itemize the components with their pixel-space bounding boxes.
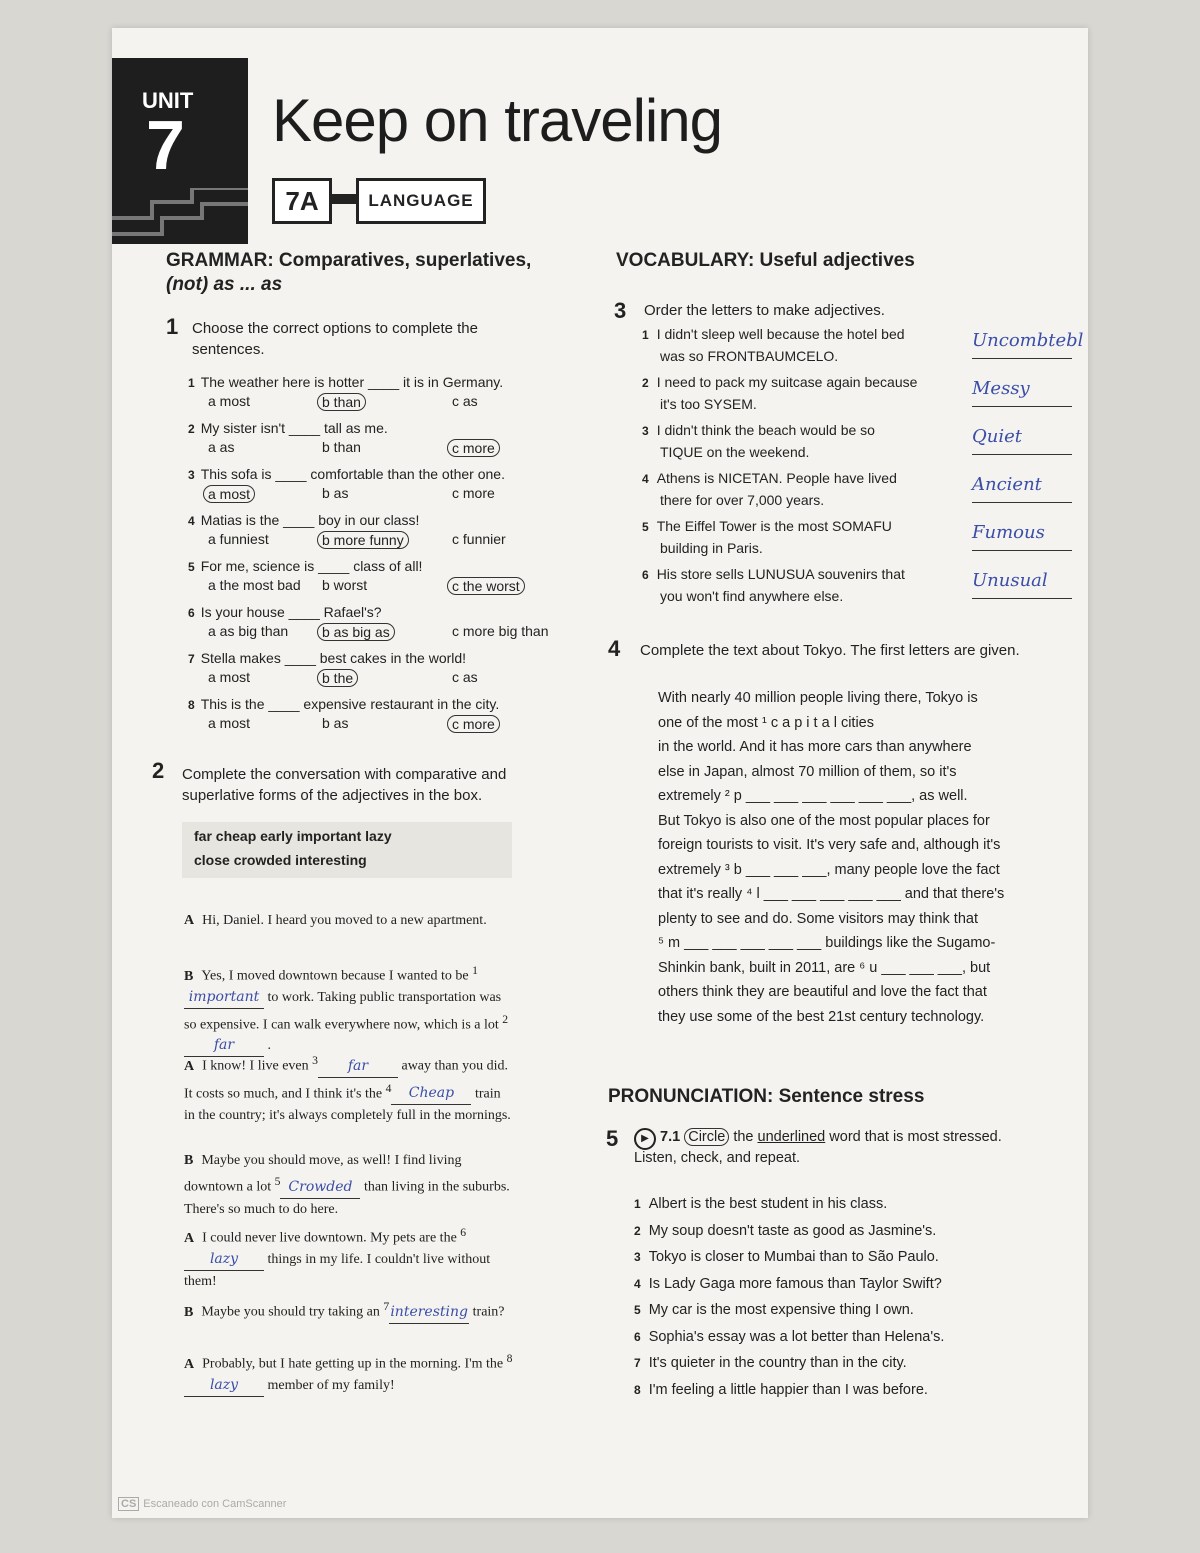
question-number: 5 [188, 560, 195, 574]
sentence-text: Tokyo is closer to Mumbai than to São Paulo. [648, 1249, 939, 1265]
sentence-text: It's quieter in the country than in the city. [648, 1355, 907, 1371]
ex1-option-c[interactable]: c more [452, 485, 495, 501]
instruction-rest: word that is most stressed. [825, 1129, 1002, 1145]
ex1-question [188, 602, 382, 623]
ex1-option-b[interactable]: b than [322, 439, 361, 455]
ex1-option-a[interactable]: a most [208, 715, 251, 731]
tokyo-line: extremely ³ b ___ ___ ___, many people love the fact [658, 861, 1000, 878]
dialogue-line [184, 1150, 514, 1220]
lesson-code: 7A [272, 178, 332, 224]
audio-play-icon[interactable]: ▶ [634, 1128, 656, 1150]
unit-label: UNIT [142, 88, 194, 113]
answer-handwritten[interactable]: lazy [184, 1249, 264, 1271]
question-number: 3 [188, 468, 195, 482]
sentence-text: Albert is the best student in his class. [648, 1196, 888, 1212]
ex1-option-b[interactable]: b worst [322, 577, 368, 593]
sentence-number: 3 [634, 1250, 641, 1264]
ex1-option-a[interactable]: a most [208, 393, 251, 409]
tokyo-line: extremely ² p ___ ___ ___ ___ ___ ___, as well. [658, 788, 968, 804]
question-number: 7 [188, 652, 195, 666]
line-text: away than you did. It costs so much, and I think it's the [184, 1058, 509, 1102]
sentence-text: I'm feeling a little happier than I was before. [648, 1381, 928, 1398]
question-number: 1 [188, 376, 195, 390]
page-title: Keep on traveling [272, 87, 722, 154]
ex5-instruction [634, 1128, 1002, 1166]
question-line1 [642, 564, 942, 586]
question-line1 [642, 516, 942, 538]
tokyo-line: Shinkin bank, built in 2011, are ⁶ u ___ ___ ___, but [658, 959, 991, 976]
scanner-watermark [118, 1498, 286, 1510]
line-text: things in my life. I couldn't live without them! [184, 1251, 491, 1289]
question-line2: you won't find anywhere else. [660, 588, 844, 604]
gap-number: 4 [385, 1081, 392, 1095]
ex1-question [188, 556, 422, 577]
ex3-question [642, 324, 942, 367]
line-text: Hi, Daniel. I heard you moved to a new apartment. [202, 913, 487, 928]
workbook-page [112, 28, 1088, 1518]
ex5-sentence [634, 1274, 942, 1295]
question-number: 2 [188, 422, 195, 436]
dialogue-line [184, 1296, 514, 1324]
ex1-option-c[interactable]: c the worst [447, 577, 525, 595]
question-line1 [642, 468, 942, 490]
ex1-option-c[interactable]: c funnier [452, 531, 506, 547]
answer-handwritten[interactable]: Cheap [391, 1083, 471, 1105]
line-text: than living in the suburbs. There's so much to do here. [184, 1179, 510, 1217]
ex3-question [642, 468, 942, 511]
sentence-number: 5 [634, 1303, 641, 1317]
gap-number: 5 [274, 1175, 281, 1188]
tokyo-line[interactable]: one of the most ¹ c a p i t a l cities [658, 714, 874, 731]
unit-number: 7 [146, 106, 185, 184]
ex1-question [188, 372, 503, 393]
ex1-option-b[interactable]: b than [317, 393, 366, 411]
sentence-number: 7 [634, 1356, 641, 1370]
question-text: My sister isn't ____ tall as me. [200, 420, 388, 436]
dialogue-line [184, 1050, 514, 1126]
tokyo-line: But Tokyo is also one of the most popular places for [658, 812, 990, 829]
ex3-instruction: Order the letters to make adjectives. [644, 302, 885, 319]
question-number: 4 [188, 514, 195, 528]
gap-number: 8 [506, 1352, 513, 1365]
speaker: B [184, 968, 194, 984]
ex4-instruction: Complete the text about Tokyo. The first letters are given. [640, 642, 1020, 659]
ex1-option-a[interactable]: a as big than [208, 623, 289, 639]
answer-handwritten[interactable]: Crowded [280, 1177, 360, 1199]
gap-number: 1 [472, 964, 478, 977]
sentence-text: My soup doesn't taste as good as Jasmine's. [648, 1222, 937, 1239]
ex1-option-c[interactable]: c as [452, 669, 478, 685]
ex3-question [642, 516, 942, 559]
line-text: Maybe you should try taking an [201, 1304, 384, 1320]
question-text: I didn't think the beach would be so [656, 422, 875, 438]
ex2-instruction-line2: superlative forms of the adjectives in the box. [182, 787, 483, 804]
tokyo-line: ⁵ m ___ ___ ___ ___ ___ buildings like the Sugamo- [658, 935, 996, 951]
tokyo-line: they use some of the best 21st century technology. [658, 1008, 985, 1025]
dialogue-line [184, 1222, 514, 1292]
tokyo-line: With nearly 40 million people living there, Tokyo is [658, 690, 978, 706]
adjective-word-box [182, 822, 512, 878]
grammar-heading-2: (not) as ... as [166, 274, 283, 295]
ex3-question [642, 420, 942, 463]
sentence-number: 2 [634, 1223, 641, 1238]
ex1-option-c[interactable]: c more [447, 439, 500, 457]
question-line1 [642, 324, 942, 346]
line-text: Maybe you should move, as well! I find living downtown a lot [184, 1153, 462, 1195]
ex1-instruction-line2: sentences. [192, 341, 265, 358]
ex1-question [188, 510, 419, 531]
question-line1 [642, 420, 942, 442]
question-text: I didn't sleep well because the hotel bed [656, 326, 905, 342]
question-number: 2 [642, 376, 649, 390]
scanner-text: Escaneado con CamScanner [143, 1498, 287, 1510]
ex5-sentence [634, 1221, 936, 1242]
sentence-number: 6 [634, 1329, 641, 1344]
answer-handwritten[interactable]: far [318, 1056, 398, 1078]
ex1-question [188, 464, 505, 485]
gap-number: 6 [460, 1226, 467, 1239]
question-text: Stella makes ____ best cakes in the world! [200, 650, 467, 666]
word-box-line2: close crowded interesting [194, 852, 367, 868]
question-text: This is the ____ expensive restaurant in the city. [200, 696, 500, 712]
sentence-number: 4 [634, 1276, 641, 1291]
camscanner-icon: CS [118, 1497, 139, 1511]
tag-connector [332, 194, 356, 204]
audio-track: 7.1 [660, 1129, 681, 1145]
ex2-instruction [182, 764, 506, 806]
question-text: I need to pack my suitcase again because [656, 374, 918, 390]
question-line1 [642, 372, 942, 394]
ex1-option-a[interactable]: a most [208, 669, 251, 685]
instruction-circle-word: Circle [684, 1128, 729, 1146]
ex1-question [188, 694, 499, 715]
ex1-option-c[interactable]: c more big than [452, 623, 549, 639]
answer-handwritten[interactable]: Messy [972, 378, 1072, 407]
vocabulary-heading: VOCABULARY: Useful adjectives [616, 250, 915, 271]
tokyo-text [658, 686, 1058, 1029]
ex1-instruction-line1: Choose the correct options to complete the [192, 320, 478, 337]
line-text: . [264, 1038, 271, 1054]
stairs-decoration-icon [112, 188, 248, 244]
grammar-heading: GRAMMAR: Comparatives, superlatives, [166, 250, 532, 271]
tokyo-line: others think they are beautiful and love the fact that [658, 984, 987, 1000]
ex1-question [188, 648, 466, 669]
dialogue-line [184, 1348, 514, 1397]
answer-handwritten[interactable]: important [184, 987, 264, 1009]
instruction-underlined-word: underlined [757, 1129, 826, 1145]
unit-badge [112, 58, 248, 244]
line-text: to work. Taking public transportation was so expensive. I can walk everywhere now, which is a lot [184, 989, 503, 1033]
question-number: 1 [642, 328, 649, 342]
speaker: B [184, 1304, 194, 1320]
question-text: The Eiffel Tower is the most SOMAFU [656, 518, 892, 534]
sentence-number: 1 [634, 1197, 641, 1211]
ex1-instruction [192, 318, 478, 360]
gap-number: 3 [312, 1054, 318, 1067]
question-line2: it's too SYSEM. [660, 396, 757, 412]
ex5-sentence [634, 1380, 928, 1401]
ex1-option-b[interactable]: b the [317, 669, 358, 687]
ex1-option-b[interactable]: b as [322, 485, 349, 501]
question-line2: was so FRONTBAUMCELO. [660, 348, 839, 364]
pronunciation-heading: PRONUNCIATION: Sentence stress [608, 1086, 925, 1107]
speaker: A [184, 913, 195, 928]
sentence-number: 8 [634, 1382, 641, 1397]
line-text: Yes, I moved downtown because I wanted to be [201, 968, 473, 984]
ex5-number: 5 [606, 1126, 619, 1151]
ex1-option-b[interactable]: b as big as [317, 623, 395, 641]
line-text: I could never live downtown. My pets are the [202, 1230, 461, 1246]
lesson-type: LANGUAGE [356, 178, 486, 224]
question-text: The weather here is hotter ____ it is in Germany. [200, 374, 504, 390]
answer-handwritten[interactable]: Unusual [972, 570, 1072, 599]
question-text: Athens is NICETAN. People have lived [656, 470, 897, 486]
ex3-question [642, 372, 942, 415]
ex4-number: 4 [608, 636, 621, 661]
question-text: This sofa is ____ comfortable than the other one. [200, 466, 505, 482]
ex1-option-a[interactable]: a most [203, 485, 255, 503]
line-text: I know! I live even [202, 1058, 313, 1074]
question-line2: building in Paris. [660, 540, 763, 556]
ex5-sentence [634, 1194, 887, 1215]
ex1-option-a[interactable]: a as [208, 439, 235, 455]
ex1-number: 1 [166, 314, 179, 339]
ex5-sentence [634, 1327, 944, 1348]
question-number: 6 [188, 606, 195, 620]
tokyo-line: plenty to see and do. Some visitors may think that [658, 910, 978, 927]
question-number: 6 [642, 568, 649, 582]
dialogue-line [184, 910, 514, 931]
question-line2: TIQUE on the weekend. [660, 444, 810, 460]
speaker: A [184, 1058, 195, 1074]
question-text: For me, science is ____ class of all! [200, 558, 423, 574]
answer-handwritten[interactable]: lazy [184, 1375, 264, 1397]
tokyo-line: in the world. And it has more cars than anywhere [658, 739, 972, 755]
ex1-question [188, 418, 388, 439]
ex3-question [642, 564, 942, 607]
answer-handwritten[interactable]: far [184, 1035, 264, 1057]
gap-number: 7 [383, 1300, 390, 1313]
word-box-line1: far cheap early important lazy [194, 828, 392, 844]
speaker: B [184, 1153, 194, 1168]
line-text: train in the country; it's always completely full in the mornings. [184, 1086, 511, 1124]
sentence-text: Sophia's essay was a lot better than Helena's. [648, 1328, 945, 1345]
answer-handwritten[interactable]: Ancient [972, 474, 1072, 503]
question-number: 8 [188, 698, 195, 712]
ex5-sentence [634, 1247, 939, 1268]
question-number: 4 [642, 472, 649, 486]
ex1-option-c[interactable]: c as [452, 393, 478, 409]
tokyo-line: else in Japan, almost 70 million of them, so it's [658, 763, 957, 780]
question-text: His store sells LUNUSUA souvenirs that [656, 566, 905, 582]
sentence-text: My car is the most expensive thing I own. [648, 1302, 914, 1318]
gap-number: 2 [502, 1012, 509, 1026]
speaker: A [184, 1230, 195, 1246]
line-text: Probably, but I hate getting up in the morning. I'm the [202, 1356, 507, 1372]
answer-handwritten[interactable]: Uncombtebl [972, 330, 1072, 359]
ex2-number: 2 [152, 758, 165, 783]
ex1-option-a[interactable]: a funniest [208, 531, 269, 547]
answer-handwritten[interactable]: Fumous [972, 522, 1072, 551]
ex5-sentence [634, 1300, 914, 1321]
ex1-option-a[interactable]: a the most bad [208, 577, 301, 593]
ex5-instruction-line2: Listen, check, and repeat. [634, 1150, 801, 1166]
question-line2: there for over 7,000 years. [660, 492, 825, 508]
question-number: 5 [642, 520, 649, 534]
ex1-option-b[interactable]: b more funny [317, 531, 409, 549]
question-text: Is your house ____ Rafael's? [200, 604, 382, 620]
dialogue-line [184, 960, 514, 1057]
question-text: Matias is the ____ boy in our class! [200, 512, 420, 528]
answer-handwritten[interactable]: interesting [389, 1302, 469, 1324]
ex5-sentence [634, 1353, 907, 1374]
answer-handwritten[interactable]: Quiet [972, 426, 1072, 455]
line-text: member of my family! [264, 1377, 395, 1393]
speaker: A [184, 1356, 195, 1372]
tokyo-line: that it's really ⁴ l ___ ___ ___ ___ ___ and that there's [658, 886, 1005, 902]
ex2-instruction-line1: Complete the conversation with comparative and [182, 766, 507, 783]
ex1-option-c[interactable]: c more [447, 715, 500, 733]
question-number: 3 [642, 424, 649, 438]
instruction-the: the [729, 1129, 758, 1145]
sentence-text: Is Lady Gaga more famous than Taylor Swift? [648, 1275, 942, 1292]
tokyo-line: foreign tourists to visit. It's very safe and, although it's [658, 837, 1001, 853]
line-text: train? [469, 1304, 505, 1320]
ex1-option-b[interactable]: b as [322, 715, 349, 731]
ex3-number: 3 [614, 298, 627, 323]
